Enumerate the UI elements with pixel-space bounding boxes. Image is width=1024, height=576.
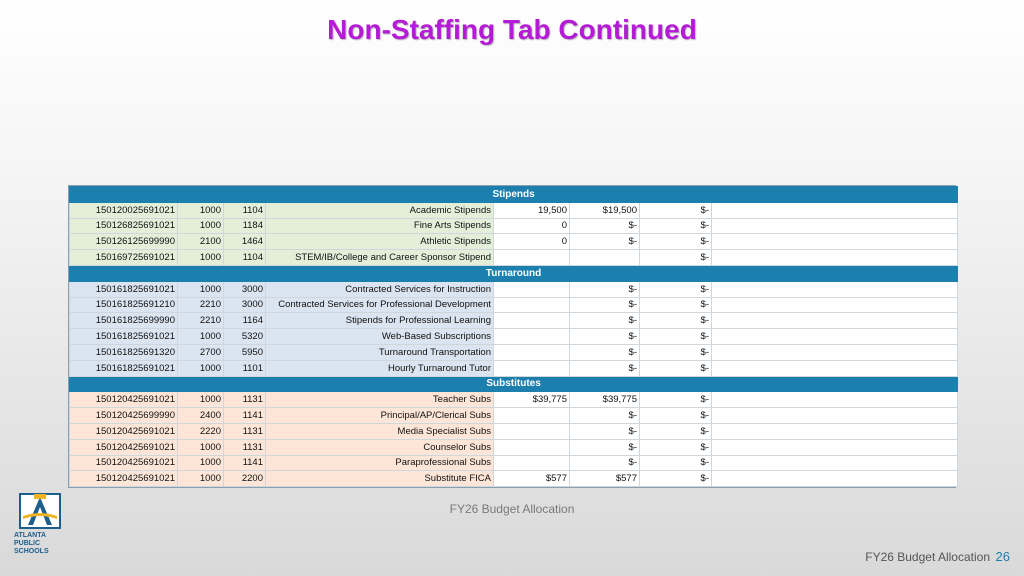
amount2-cell: $- <box>570 329 640 345</box>
account-cell: 150161825691021 <box>70 281 178 297</box>
amount2-cell: $- <box>570 281 640 297</box>
empty-cell <box>712 423 958 439</box>
object-cell: 1464 <box>224 234 266 250</box>
amount2-cell: $- <box>570 455 640 471</box>
description-cell: Principal/AP/Clerical Subs <box>266 408 494 424</box>
amount3-cell: $- <box>640 471 712 487</box>
amount1-cell <box>494 313 570 329</box>
empty-cell <box>712 202 958 218</box>
table-row <box>70 344 958 360</box>
object-cell: 2200 <box>224 471 266 487</box>
empty-cell <box>712 234 958 250</box>
section-heading: Substitutes <box>70 376 958 392</box>
amount2-cell: $- <box>570 439 640 455</box>
account-cell: 150120425699990 <box>70 408 178 424</box>
table-row <box>70 234 958 250</box>
object-cell: 1104 <box>224 202 266 218</box>
amount3-cell: $- <box>640 423 712 439</box>
budget-table-container <box>68 185 956 488</box>
account-cell: 150120025691021 <box>70 202 178 218</box>
fund-cell: 1000 <box>178 218 224 234</box>
amount3-cell: $- <box>640 234 712 250</box>
amount2-cell <box>570 250 640 266</box>
fund-cell: 2210 <box>178 313 224 329</box>
description-cell: Substitute FICA <box>266 471 494 487</box>
object-cell: 1141 <box>224 455 266 471</box>
description-cell: Paraprofessional Subs <box>266 455 494 471</box>
amount3-cell: $- <box>640 360 712 376</box>
object-cell: 1104 <box>224 250 266 266</box>
amount3-cell: $- <box>640 250 712 266</box>
amount1-cell: 0 <box>494 234 570 250</box>
account-cell: 150120425691021 <box>70 455 178 471</box>
description-cell: Turnaround Transportation <box>266 344 494 360</box>
fund-cell: 1000 <box>178 250 224 266</box>
fund-cell: 1000 <box>178 329 224 345</box>
amount2-cell: $- <box>570 344 640 360</box>
description-cell: Contracted Services for Instruction <box>266 281 494 297</box>
fund-cell: 1000 <box>178 471 224 487</box>
account-cell: 150161825691021 <box>70 329 178 345</box>
amount1-cell: 19,500 <box>494 202 570 218</box>
object-cell: 1131 <box>224 392 266 408</box>
amount2-cell: $- <box>570 313 640 329</box>
amount2-cell: $577 <box>570 471 640 487</box>
empty-cell <box>712 408 958 424</box>
object-cell: 1131 <box>224 423 266 439</box>
table-row <box>70 202 958 218</box>
slide-title: Non-Staffing Tab Continued <box>327 14 697 45</box>
amount3-cell: $- <box>640 392 712 408</box>
description-cell: Fine Arts Stipends <box>266 218 494 234</box>
section-heading: Turnaround <box>70 265 958 281</box>
object-cell: 1131 <box>224 439 266 455</box>
account-cell: 150169725691021 <box>70 250 178 266</box>
object-cell: 1101 <box>224 360 266 376</box>
amount3-cell: $- <box>640 344 712 360</box>
budget-table-body <box>70 187 958 487</box>
footer-center-label: FY26 Budget Allocation <box>449 502 575 516</box>
amount3-cell: $- <box>640 218 712 234</box>
empty-cell <box>712 218 958 234</box>
empty-cell <box>712 471 958 487</box>
footer-right-label: FY26 Budget Allocation <box>865 550 990 564</box>
amount2-cell: $39,775 <box>570 392 640 408</box>
empty-cell <box>712 439 958 455</box>
amount2-cell: $- <box>570 423 640 439</box>
fund-cell: 2100 <box>178 234 224 250</box>
table-row <box>70 455 958 471</box>
description-cell: Web-Based Subscriptions <box>266 329 494 345</box>
account-cell: 150120425691021 <box>70 392 178 408</box>
empty-cell <box>712 344 958 360</box>
amount2-cell: $- <box>570 360 640 376</box>
amount1-cell <box>494 250 570 266</box>
section-header-row <box>70 265 958 281</box>
budget-table <box>69 186 958 487</box>
table-row <box>70 360 958 376</box>
description-cell: Teacher Subs <box>266 392 494 408</box>
fund-cell: 2700 <box>178 344 224 360</box>
table-row <box>70 471 958 487</box>
account-cell: 150120425691021 <box>70 439 178 455</box>
amount3-cell: $- <box>640 329 712 345</box>
object-cell: 3000 <box>224 281 266 297</box>
amount3-cell: $- <box>640 202 712 218</box>
amount1-cell <box>494 439 570 455</box>
table-row <box>70 423 958 439</box>
fund-cell: 1000 <box>178 455 224 471</box>
amount3-cell: $- <box>640 281 712 297</box>
object-cell: 1164 <box>224 313 266 329</box>
object-cell: 5320 <box>224 329 266 345</box>
section-header-row <box>70 187 958 203</box>
table-row <box>70 250 958 266</box>
empty-cell <box>712 360 958 376</box>
fund-cell: 2220 <box>178 423 224 439</box>
amount2-cell: $- <box>570 408 640 424</box>
fund-cell: 1000 <box>178 360 224 376</box>
table-row <box>70 297 958 313</box>
amount3-cell: $- <box>640 408 712 424</box>
fund-cell: 1000 <box>178 439 224 455</box>
object-cell: 5950 <box>224 344 266 360</box>
fund-cell: 1000 <box>178 392 224 408</box>
account-cell: 150120425691021 <box>70 471 178 487</box>
fund-cell: 2400 <box>178 408 224 424</box>
amount3-cell: $- <box>640 313 712 329</box>
amount1-cell <box>494 455 570 471</box>
description-cell: Hourly Turnaround Tutor <box>266 360 494 376</box>
description-cell: Contracted Services for Professional Development <box>266 297 494 313</box>
amount1-cell <box>494 297 570 313</box>
empty-cell <box>712 455 958 471</box>
description-cell: Stipends for Professional Learning <box>266 313 494 329</box>
fund-cell: 1000 <box>178 202 224 218</box>
amount2-cell: $19,500 <box>570 202 640 218</box>
amount3-cell: $- <box>640 297 712 313</box>
description-cell: Media Specialist Subs <box>266 423 494 439</box>
section-heading: Stipends <box>70 187 958 203</box>
amount2-cell: $- <box>570 297 640 313</box>
empty-cell <box>712 392 958 408</box>
amount1-cell: $577 <box>494 471 570 487</box>
amount1-cell <box>494 360 570 376</box>
amount1-cell <box>494 423 570 439</box>
account-cell: 150120425691021 <box>70 423 178 439</box>
empty-cell <box>712 297 958 313</box>
logo-text: ATLANTA PUBLIC SCHOOLS <box>14 532 49 555</box>
atlanta-public-schools-logo-icon <box>14 492 66 532</box>
description-cell: Athletic Stipends <box>266 234 494 250</box>
table-row <box>70 408 958 424</box>
section-header-row <box>70 376 958 392</box>
table-row <box>70 313 958 329</box>
amount1-cell <box>494 408 570 424</box>
amount3-cell: $- <box>640 439 712 455</box>
page-number: 26 <box>995 549 1010 564</box>
account-cell: 150161825691210 <box>70 297 178 313</box>
account-cell: 150126125699990 <box>70 234 178 250</box>
object-cell: 1141 <box>224 408 266 424</box>
fund-cell: 2210 <box>178 297 224 313</box>
amount1-cell <box>494 329 570 345</box>
object-cell: 3000 <box>224 297 266 313</box>
table-row <box>70 329 958 345</box>
amount1-cell <box>494 281 570 297</box>
account-cell: 150126825691021 <box>70 218 178 234</box>
object-cell: 1184 <box>224 218 266 234</box>
amount1-cell: $39,775 <box>494 392 570 408</box>
account-cell: 150161825699990 <box>70 313 178 329</box>
table-row <box>70 281 958 297</box>
amount1-cell <box>494 344 570 360</box>
empty-cell <box>712 250 958 266</box>
description-cell: STEM/IB/College and Career Sponsor Stipend <box>266 250 494 266</box>
amount2-cell: $- <box>570 234 640 250</box>
fund-cell: 1000 <box>178 281 224 297</box>
empty-cell <box>712 281 958 297</box>
description-cell: Academic Stipends <box>266 202 494 218</box>
amount3-cell: $- <box>640 455 712 471</box>
table-row <box>70 218 958 234</box>
account-cell: 150161825691320 <box>70 344 178 360</box>
description-cell: Counselor Subs <box>266 439 494 455</box>
empty-cell <box>712 313 958 329</box>
empty-cell <box>712 329 958 345</box>
table-row <box>70 392 958 408</box>
amount1-cell: 0 <box>494 218 570 234</box>
amount2-cell: $- <box>570 218 640 234</box>
account-cell: 150161825691021 <box>70 360 178 376</box>
table-row <box>70 439 958 455</box>
